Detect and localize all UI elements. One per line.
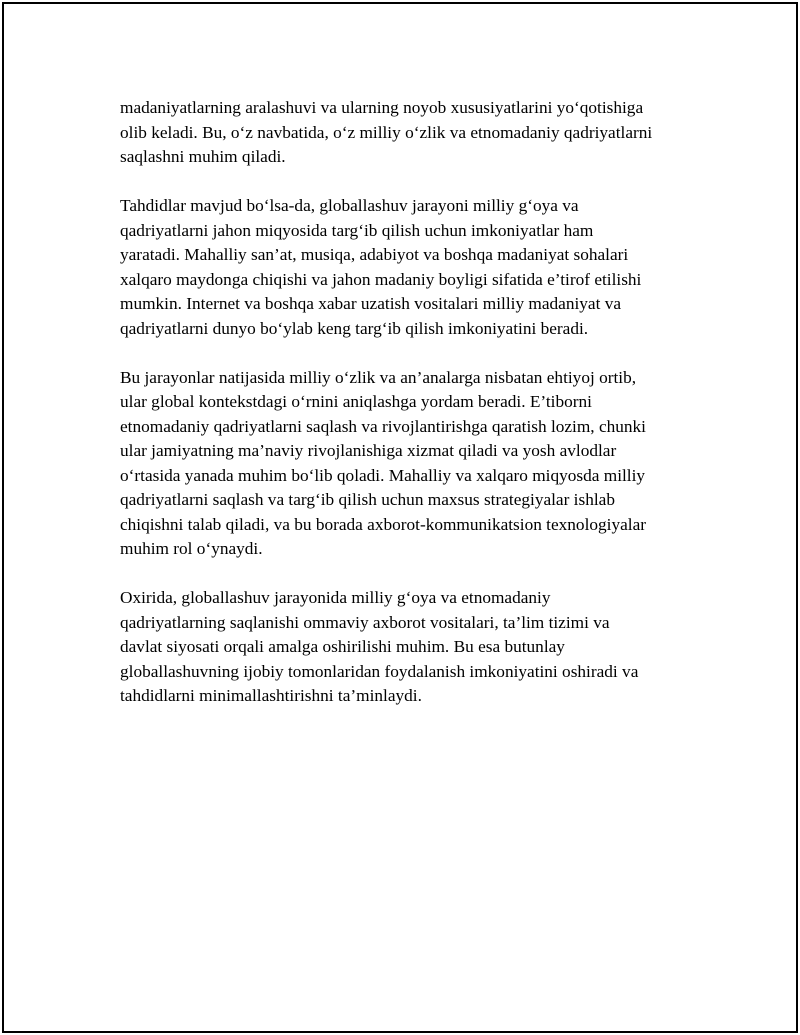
paragraph-3: Bu jarayonlar natijasida milliy o‘zlik va an’analarga nisbatan ehtiyoj ortib, ular global kontekstdagi o‘rnini aniqlashga yordam beradi. E’tiborni etnomadaniy qadriyatlarni saqlash va rivojlantirishga qaratish lozim, chunki ular jamiyatning ma’naviy rivojlanishiga xizmat qiladi va yosh avlodlar o‘rtasida yanada muhim bo‘lib qoladi. Mahalliy va xalqaro miqyosda milliy qadriyatlarni saqlash va targ‘ib qilish uchun maxsus strategiyalar ishlab chiqishni talab qiladi, va bu borada axborot-kommunikatsion texnologiyalar muhim rol o‘ynaydi. bbox=[120, 367, 646, 558]
paragraph-2: Tahdidlar mavjud bo‘lsa-da, globallashuv jarayoni milliy g‘oya va qadriyatlarni jahon miqyosida targ‘ib qilish uchun imkoniyatlar ham yaratadi. Mahalliy san’at, musiqa, adabiyot va boshqa madaniyat sohalari xalqaro maydonga chiqishi va jahon madaniy boyligi sifatida e’tirof etilishi mumkin. Internet va boshqa xabar uzatish vositalari milliy madaniyat va qadriyatlarni dunyo bo‘ylab keng targ‘ib qilish imkoniyatini beradi. bbox=[120, 196, 642, 338]
paragraph-1: madaniyatlarning aralashuvi va ularning noyob xususiyatlarini yo‘qotishiga olib keladi. Bu, o‘z navbatida, o‘z milliy o‘zlik va etnomadaniy qadriyatlarni saqlashni muhim qiladi. bbox=[120, 98, 653, 166]
document-page bbox=[2, 2, 798, 1033]
document-body bbox=[120, 96, 692, 733]
paragraph-4: Oxirida, globallashuv jarayonida milliy g‘oya va etnomadaniy qadriyatlarning saqlanishi ommaviy axborot vositalari, ta’lim tizimi va davlat siyosati orqali amalga oshirilishi muhim. Bu esa butunlay globallashuvning ijobiy tomonlaridan foydalanish imkoniyatini oshiradi va tahdidlarni minimallashtirishni ta’minlaydi. bbox=[120, 588, 639, 705]
